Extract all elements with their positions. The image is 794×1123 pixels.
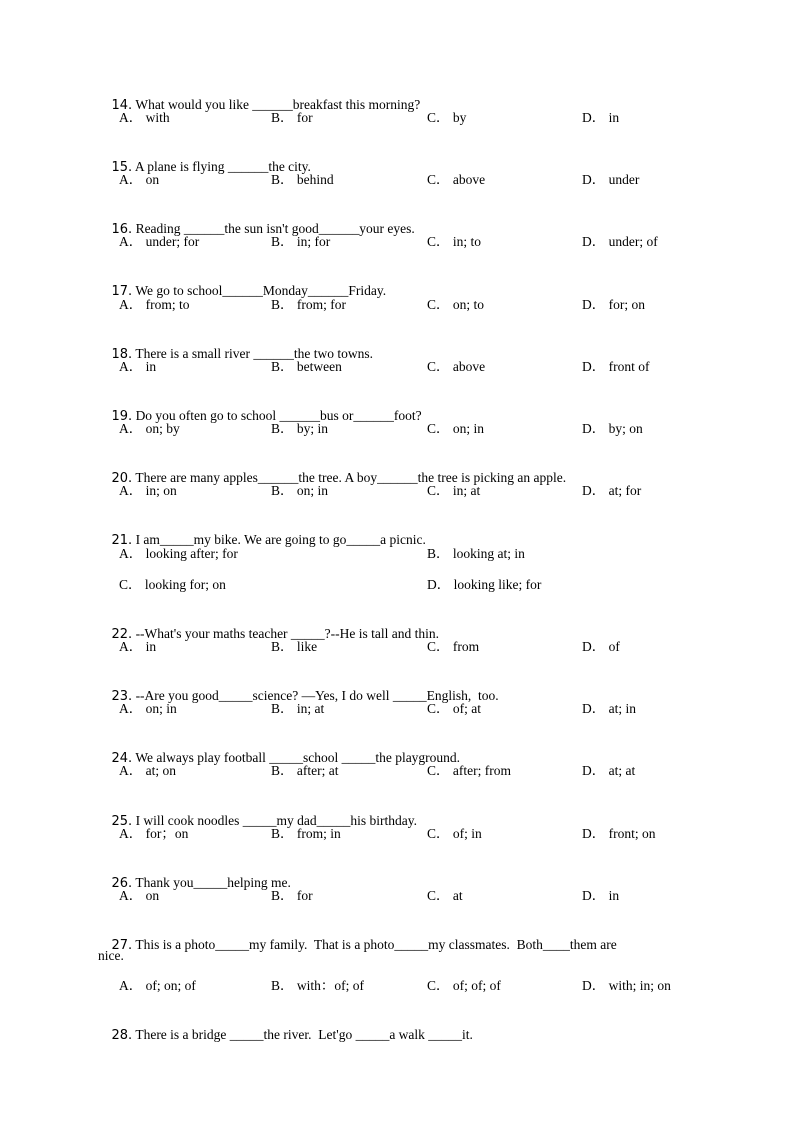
option-b[interactable]: B． behind bbox=[271, 172, 334, 187]
option-c[interactable]: C． of; at bbox=[427, 701, 481, 716]
question-stem: Do you often go to school ______bus or______foot? bbox=[135, 408, 422, 423]
question-number: 28. bbox=[111, 1028, 133, 1043]
question-stem: --What's your maths teacher _____?--He is tall and thin. bbox=[135, 626, 440, 641]
option-b[interactable]: B． like bbox=[271, 639, 318, 654]
option-a[interactable]: A． for；on bbox=[119, 826, 189, 841]
option-a[interactable]: A． looking after; for bbox=[119, 546, 238, 561]
option-c[interactable]: C． in; to bbox=[427, 234, 482, 249]
option-c[interactable]: C． on; to bbox=[427, 297, 485, 312]
question-stem: This is a photo_____my family. That is a photo_____my classmates. Both____them are bbox=[135, 937, 617, 952]
option-d[interactable]: D． looking like; for bbox=[427, 577, 542, 592]
option-d[interactable]: D． by; on bbox=[582, 421, 643, 436]
question-stem-continued: nice. bbox=[98, 948, 124, 963]
option-a[interactable]: A． in bbox=[119, 359, 157, 374]
question-number: 20. bbox=[111, 471, 133, 486]
option-d[interactable]: D． with; in; on bbox=[582, 978, 671, 993]
option-c[interactable]: C． after; from bbox=[427, 763, 511, 778]
option-c[interactable]: C． from bbox=[427, 639, 480, 654]
option-a[interactable]: A． on; by bbox=[119, 421, 180, 436]
option-a[interactable]: A． in; on bbox=[119, 483, 177, 498]
option-c[interactable]: C． by bbox=[427, 110, 467, 125]
option-b[interactable]: B． in; at bbox=[271, 701, 325, 716]
option-a[interactable]: A． from; to bbox=[119, 297, 190, 312]
option-d[interactable]: D． for; on bbox=[582, 297, 645, 312]
question-number: 23. bbox=[111, 689, 133, 704]
question-number: 17. bbox=[111, 284, 133, 299]
option-d[interactable]: D． front; on bbox=[582, 826, 656, 841]
option-a[interactable]: A． on; in bbox=[119, 701, 177, 716]
option-c[interactable]: C． on; in bbox=[427, 421, 485, 436]
option-a[interactable]: A． at; on bbox=[119, 763, 176, 778]
question-number: 25. bbox=[111, 814, 133, 829]
question-stem: There is a bridge _____the river. Let'go _____a walk _____it. bbox=[135, 1027, 473, 1042]
question-number: 15. bbox=[111, 160, 133, 175]
question-stem: There are many apples______the tree. A boy______the tree is picking an apple. bbox=[135, 470, 567, 485]
question-number: 27. bbox=[111, 938, 133, 953]
question-number: 19. bbox=[111, 409, 133, 424]
question-number: 21. bbox=[111, 533, 133, 548]
question-stem: Thank you_____helping me. bbox=[135, 875, 291, 890]
option-d[interactable]: D． at; at bbox=[582, 763, 636, 778]
question-stem: Reading ______the sun isn't good______your eyes. bbox=[135, 221, 415, 236]
option-b[interactable]: B． from; for bbox=[271, 297, 346, 312]
question-number: 14. bbox=[111, 98, 133, 113]
question-stem: What would you like ______breakfast this morning? bbox=[135, 97, 421, 112]
option-c[interactable]: C． of; of; of bbox=[427, 978, 501, 993]
question-number: 22. bbox=[111, 627, 133, 642]
question-stem: We go to school______Monday______Friday. bbox=[135, 283, 387, 298]
option-b[interactable]: B． for bbox=[271, 110, 313, 125]
option-d[interactable]: D． under bbox=[582, 172, 640, 187]
option-a[interactable]: A． in bbox=[119, 639, 157, 654]
question-stem: There is a small river ______the two towns. bbox=[135, 346, 374, 361]
option-a[interactable]: A． on bbox=[119, 888, 160, 903]
option-d[interactable]: D． in bbox=[582, 888, 620, 903]
option-a[interactable]: A． with bbox=[119, 110, 170, 125]
question-number: 16. bbox=[111, 222, 133, 237]
option-d[interactable]: D． front of bbox=[582, 359, 650, 374]
option-b[interactable]: B． on; in bbox=[271, 483, 329, 498]
question-stem: I will cook noodles _____my dad_____his birthday. bbox=[135, 813, 418, 828]
question-28 bbox=[98, 1008, 473, 1063]
option-d[interactable]: D． at; for bbox=[582, 483, 642, 498]
option-d[interactable]: D． in bbox=[582, 110, 620, 125]
question-stem: A plane is flying ______the city. bbox=[134, 159, 311, 174]
option-b[interactable]: B． between bbox=[271, 359, 342, 374]
option-a[interactable]: A． under; for bbox=[119, 234, 200, 249]
option-d[interactable]: D． at; in bbox=[582, 701, 636, 716]
option-a[interactable]: A． on bbox=[119, 172, 160, 187]
question-stem: --Are you good_____science? —Yes, I do well _____English, too. bbox=[135, 688, 499, 703]
question-27 bbox=[98, 918, 617, 973]
option-c[interactable]: C． above bbox=[427, 172, 486, 187]
option-b[interactable]: B． for bbox=[271, 888, 313, 903]
option-b[interactable]: B． after; at bbox=[271, 763, 339, 778]
question-number: 26. bbox=[111, 876, 133, 891]
option-c[interactable]: C． looking for; on bbox=[119, 577, 226, 592]
option-b[interactable]: B． looking at; in bbox=[427, 546, 525, 561]
option-b[interactable]: B． with：of; of bbox=[271, 978, 364, 993]
option-c[interactable]: C． in; at bbox=[427, 483, 481, 498]
question-stem: I am_____my bike. We are going to go_____a picnic. bbox=[135, 532, 426, 547]
option-b[interactable]: B． in; for bbox=[271, 234, 331, 249]
option-b[interactable]: B． from; in bbox=[271, 826, 341, 841]
option-d[interactable]: D． of bbox=[582, 639, 620, 654]
question-number: 18. bbox=[111, 347, 133, 362]
question-number: 24. bbox=[111, 751, 133, 766]
option-c[interactable]: C． above bbox=[427, 359, 486, 374]
question-stem: We always play football _____school _____the playground. bbox=[135, 750, 461, 765]
option-c[interactable]: C． at bbox=[427, 888, 463, 903]
option-a[interactable]: A． of; on; of bbox=[119, 978, 196, 993]
option-d[interactable]: D． under; of bbox=[582, 234, 658, 249]
option-c[interactable]: C． of; in bbox=[427, 826, 482, 841]
option-b[interactable]: B． by; in bbox=[271, 421, 329, 436]
